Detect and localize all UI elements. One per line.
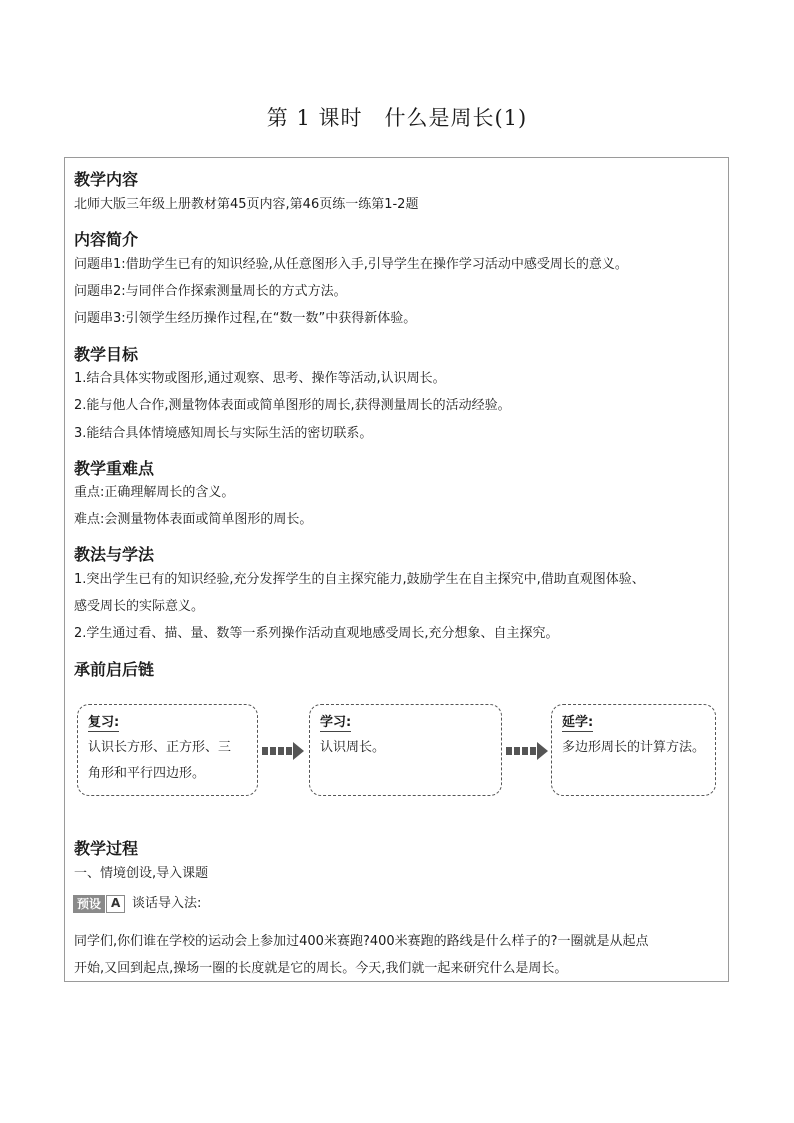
goal-line-3: 3.能结合具体情境感知周长与实际生活的密切联系。 — [74, 426, 373, 441]
chain-box-learn-title: 学习: — [320, 711, 351, 732]
content-text: 北师大版三年级上册教材第45页内容,第46页练一练第1-2题 — [74, 197, 419, 212]
page-title: 第 1 课时 什么是周长(1) — [266, 106, 528, 130]
heading-key-points: 教学重难点 — [74, 459, 155, 478]
chain-box-extend-line-1: 多边形周长的计算方法。 — [562, 740, 706, 755]
lesson-frame — [64, 157, 729, 982]
process-line-2: 开始,又回到起点,操场一圈的长度就是它的周长。今天,我们就一起来研究什么是周长。 — [74, 961, 568, 976]
chain-box-learn — [309, 704, 502, 796]
chain-box-learn-line-1: 认识周长。 — [320, 740, 386, 755]
heading-chain: 承前启后链 — [74, 660, 155, 679]
chain-box-learn-body — [320, 735, 385, 761]
method-line-1: 1.突出学生已有的知识经验,充分发挥学生的自主探究能力,鼓励学生在自主探究中,借助直观图体验、 — [74, 572, 645, 587]
intro-line-3: 问题串3:引领学生经历操作过程,在“数一数”中获得新体验。 — [74, 311, 417, 326]
heading-intro: 内容简介 — [74, 230, 139, 249]
chain-box-review-title: 复习: — [88, 711, 119, 732]
heading-goals: 教学目标 — [74, 345, 139, 364]
process-subheading: 一、情境创设,导入课题 — [74, 866, 209, 881]
goal-line-1: 1.结合具体实物或图形,通过观察、思考、操作等活动,认识周长。 — [74, 371, 446, 386]
preset-tag — [73, 895, 125, 913]
process-line-1: 同学们,你们谁在学校的运动会上参加过400米赛跑?400米赛跑的路线是什么样子的?一圈就是从起点 — [74, 934, 649, 949]
key-point-line-2: 难点:会测量物体表面或简单图形的周长。 — [74, 512, 313, 527]
preset-tag-letter: A — [106, 895, 125, 913]
heading-content: 教学内容 — [74, 170, 139, 189]
key-point-line-1: 重点:正确理解周长的含义。 — [74, 485, 235, 500]
preset-tag-label: 预设 — [73, 895, 105, 913]
chain-box-extend-title: 延学: — [562, 711, 593, 732]
intro-line-2: 问题串2:与同伴合作探索测量周长的方式方法。 — [74, 284, 347, 299]
method-line-3: 2.学生通过看、描、量、数等一系列操作活动直观地感受周长,充分想象、自主探究。 — [74, 626, 559, 641]
chain-box-extend — [551, 704, 716, 796]
chain-box-extend-body — [562, 735, 705, 761]
intro-line-1: 问题串1:借助学生已有的知识经验,从任意图形入手,引导学生在操作学习活动中感受周长的意义。 — [74, 257, 628, 272]
chain-box-review-line-2: 角形和平行四边形。 — [88, 766, 206, 781]
chain-box-review-line-1: 认识长方形、正方形、三 — [88, 740, 232, 755]
method-line-2: 感受周长的实际意义。 — [74, 599, 205, 614]
heading-process: 教学过程 — [74, 839, 139, 858]
chain-arrow-icon — [506, 742, 550, 760]
goal-line-2: 2.能与他人合作,测量物体表面或简单图形的周长,获得测量周长的活动经验。 — [74, 398, 511, 413]
process-method: 谈话导入法: — [132, 896, 202, 911]
chain-arrow-icon — [262, 742, 306, 760]
chain-box-review — [77, 704, 258, 796]
heading-methods: 教法与学法 — [74, 545, 155, 564]
chain-box-review-body — [88, 735, 231, 787]
